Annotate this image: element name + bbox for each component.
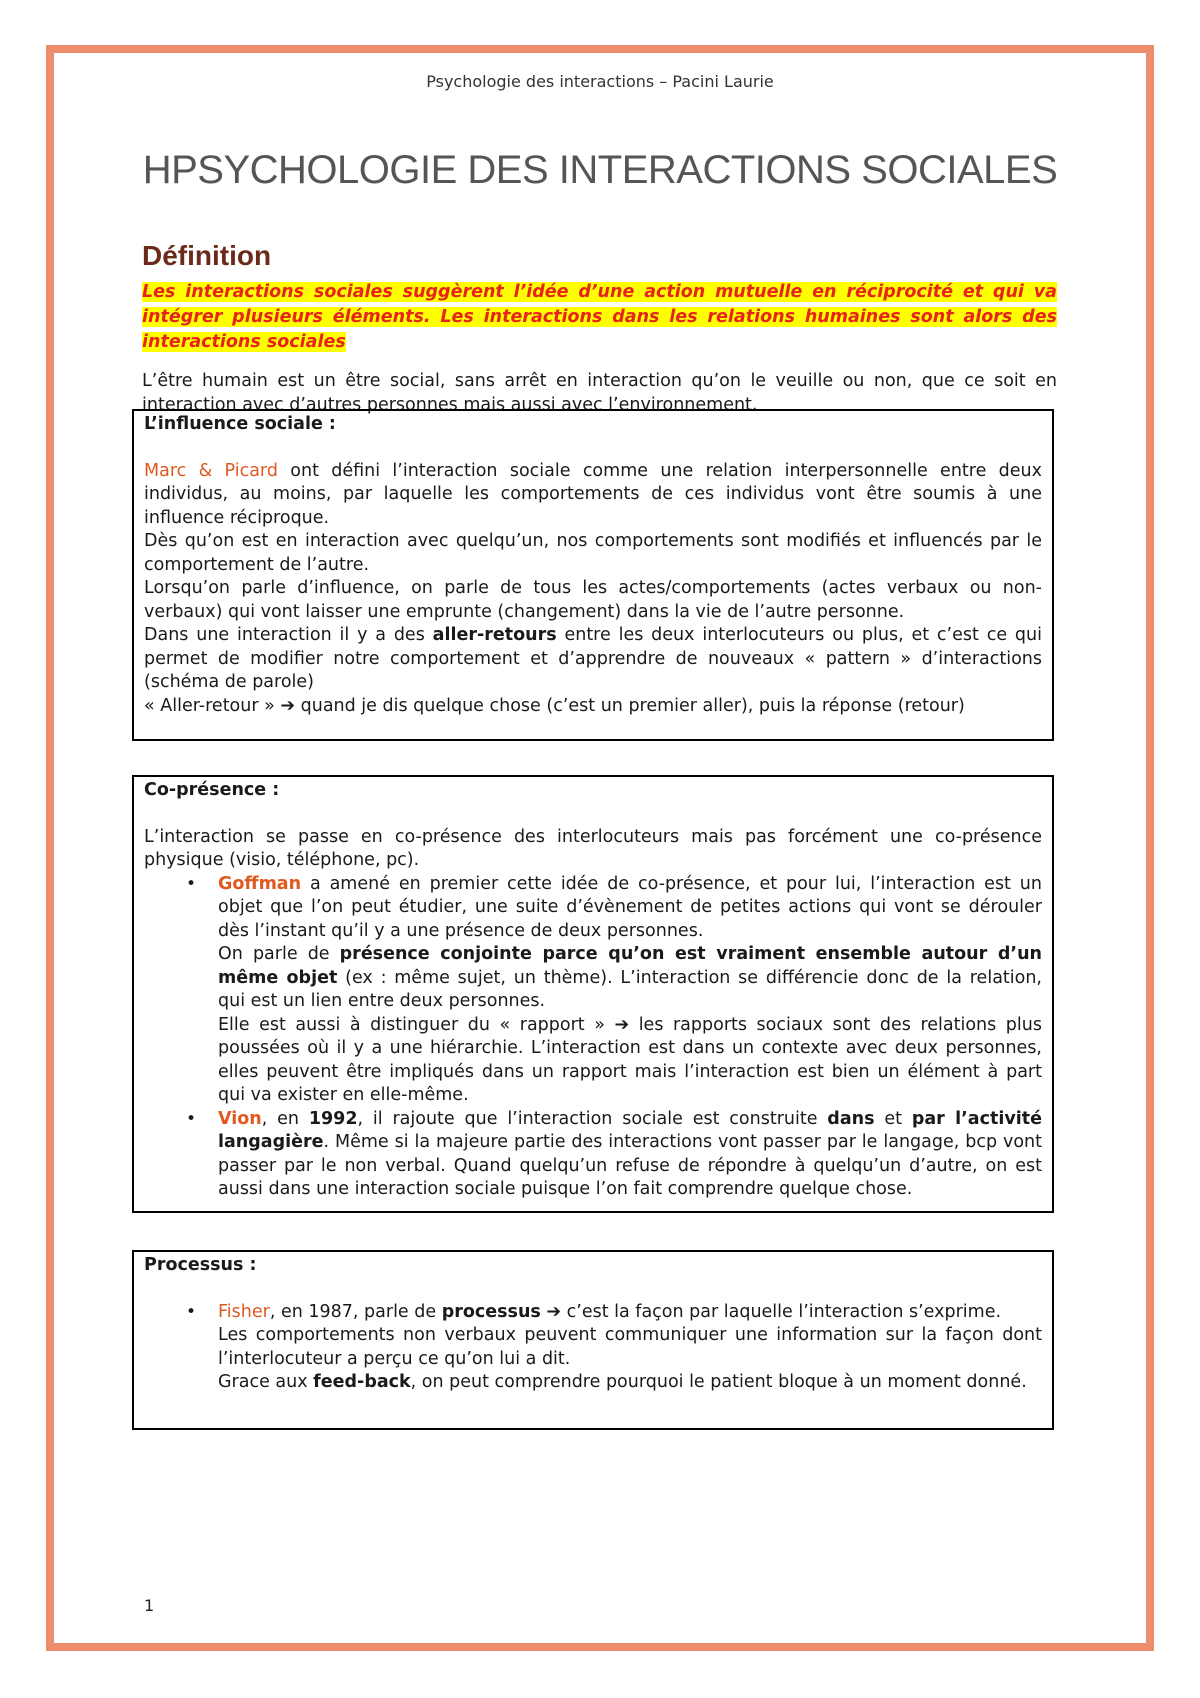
goffman-paragraph-2 <box>218 943 1042 1014</box>
document-title: HPSYCHOLOGIE DES INTERACTIONS SOCIALES <box>142 148 1058 192</box>
fisher-a: , en 1987, parle de <box>269 1301 442 1322</box>
intro-paragraph: L’être humain est un être social, sans arrêt en interaction qu’on le veuille ou non, que ce soit en interaction avec d’autres personnes mais aussi avec l’environnement. <box>142 371 1057 415</box>
influence-paragraph-5 <box>144 695 1042 719</box>
fisher-paragraph-3 <box>218 1371 1042 1395</box>
influence-p4-a: Dans une interaction il y a des <box>144 625 433 645</box>
fisher-p3-a: Grace aux <box>218 1372 314 1392</box>
presence-conjointe-term: présence conjointe parce qu’on est vraiment ensemble autour d’un même objet <box>218 944 1042 988</box>
list-item-goffman <box>144 873 1042 1108</box>
fisher-p3-c: , on peut comprendre pourquoi le patient bloque à un moment donné. <box>410 1372 1027 1392</box>
processus-box <box>132 1250 1054 1430</box>
arrow-icon: ➔ <box>546 1301 562 1322</box>
vion-f: . Même si la majeure partie des interactions vont passer par le langage, bcp vont passer par le non verbal. Quand quelqu’un refuse de répondre à quelqu’un d’autre, on est aussi dans une interaction sociale puisque l’on fait comprendre quelque chose. <box>218 1132 1042 1199</box>
influence-paragraph-1 <box>144 460 1042 531</box>
author-marc-picard: Marc & Picard <box>144 460 278 481</box>
copresence-title: Co-présence : <box>144 780 280 800</box>
vion-paragraph <box>218 1108 1042 1202</box>
bullet-icon: • <box>186 1301 197 1322</box>
goffman-p3-a: Elle est aussi à distinguer du « rapport » <box>218 1014 615 1035</box>
list-item-fisher <box>144 1301 1042 1395</box>
arrow-icon: ➔ <box>280 695 296 716</box>
bullet-icon: • <box>186 1108 197 1129</box>
influence-p1-text: ont défini l’interaction sociale comme une relation interpersonnelle entre deux individus, au moins, par laquelle les comportements de ces individus vont être soumis à une influence réciproque. <box>144 460 1043 528</box>
influence-title: L’influence sociale : <box>144 414 336 434</box>
influence-p5-b: quand je dis quelque chose (c’est un premier aller), puis la réponse (retour) <box>295 695 965 716</box>
definition-text <box>142 280 1057 355</box>
processus-list <box>144 1301 1042 1395</box>
influence-p5-a: « Aller-retour » <box>144 695 281 716</box>
goffman-p3-b: les rapports sociaux sont des relations plus poussées où il y a une hiérarchie. L’interaction est dans un contexte avec deux personnes, elles peuvent être impliqués dans un rapport mais l’interaction est bien un élément à part qui va exister en elle-même. <box>218 1014 1042 1105</box>
bullet-icon: • <box>186 873 197 894</box>
vion-et: et <box>874 1108 912 1129</box>
copresence-box <box>132 775 1054 1213</box>
influence-paragraph-2: Dès qu’on est en interaction avec quelqu’un, nos comportements sont modifiés et influencés par le comportement de l’autre. <box>144 531 1042 575</box>
author-vion: Vion <box>218 1108 262 1129</box>
list-item-vion <box>144 1108 1042 1202</box>
definition-section <box>142 240 1057 433</box>
copresence-list <box>144 873 1042 1202</box>
author-goffman: Goffman <box>218 873 302 894</box>
page-number: 1 <box>144 1596 155 1615</box>
vion-b: , il rajoute que l’interaction sociale est construite <box>357 1108 828 1129</box>
page-header: Psychologie des interactions – Pacini Laurie <box>426 72 774 91</box>
vion-a: , en <box>261 1108 309 1129</box>
influence-p4-c: entre les deux interlocuteurs ou plus, et c’est ce qui permet de modifier notre comportement et d’apprendre de nouveaux « pattern » d’interactions (schéma de parole) <box>144 625 1042 692</box>
fisher-paragraph-1 <box>218 1301 1042 1325</box>
feedback-term: feed-back <box>313 1372 411 1392</box>
goffman-paragraph-3 <box>218 1014 1042 1108</box>
influence-paragraph-3: Lorsqu’on parle d’influence, on parle de tous les actes/comportements (actes verbaux ou non-verbaux) qui vont laisser une emprunte (changement) dans la vie de l’autre personne. <box>144 578 1042 622</box>
processus-term: processus <box>441 1301 541 1322</box>
vion-activite-langagiere: par l’activité langagière <box>218 1108 1042 1152</box>
vion-dans: dans <box>827 1108 875 1129</box>
influence-paragraph-4 <box>144 624 1042 695</box>
processus-title: Processus : <box>144 1255 257 1275</box>
fisher-c: c’est la façon par laquelle l’interaction s’exprime. <box>561 1301 1002 1322</box>
definition-heading: Définition <box>142 240 272 271</box>
goffman-p2-c: (ex : même sujet, un thème). L’interaction se différencie donc de la relation, qui est un lien entre deux personnes. <box>218 967 1042 1011</box>
goffman-p1-text: a amené en premier cette idée de co-présence, et pour lui, l’interaction est un objet que l’on peut étudier, une suite d’évènement de petites actions qui vont se dérouler dès l’instant qu’il y a une présence de deux personnes. <box>218 873 1042 941</box>
goffman-p2-a: On parle de <box>218 944 340 964</box>
aller-retours-term: aller-retours <box>432 625 557 645</box>
author-fisher: Fisher <box>218 1301 270 1322</box>
influence-box <box>132 409 1054 741</box>
copresence-intro: L’interaction se passe en co-présence des interlocuteurs mais pas forcément une co-présence physique (visio, téléphone, pc). <box>144 826 1042 870</box>
vion-year: 1992 <box>308 1108 358 1129</box>
definition-highlight: Les interactions sociales suggèrent l’idée d’une action mutuelle en réciprocité et qui va intégrer plusieurs éléments. Les interactions dans les relations humaines sont alors des interactions sociales <box>142 282 1057 352</box>
arrow-icon: ➔ <box>614 1014 630 1035</box>
goffman-paragraph-1 <box>218 873 1042 944</box>
fisher-paragraph-2: Les comportements non verbaux peuvent communiquer une information sur la façon dont l’interlocuteur a perçu ce qu’on lui a dit. <box>218 1325 1042 1369</box>
